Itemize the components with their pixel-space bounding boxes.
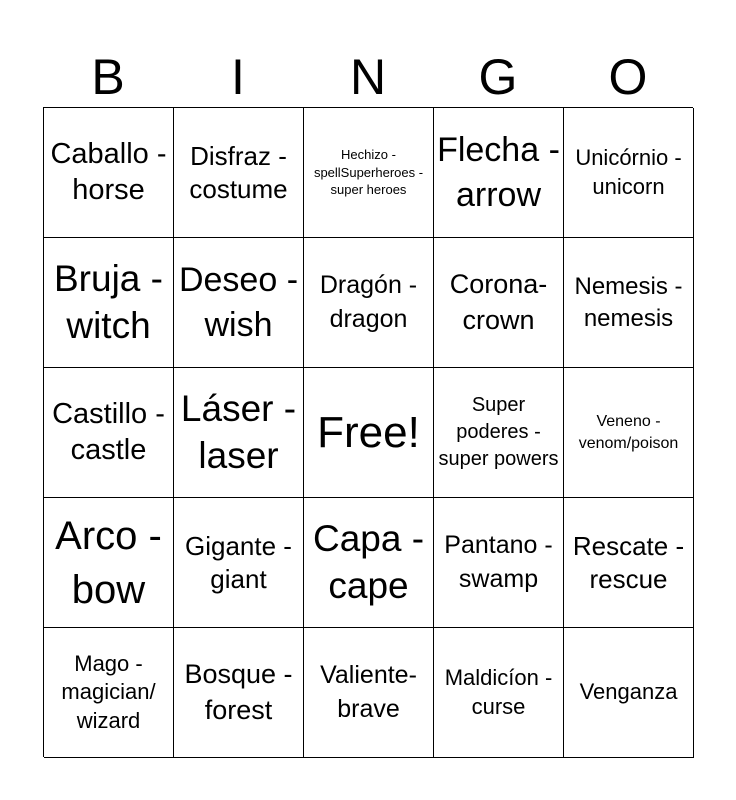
bingo-header — [43, 46, 693, 108]
bingo-cell[interactable] — [564, 628, 694, 758]
bingo-cell[interactable] — [174, 628, 304, 758]
cell-text: Castillo -castle — [52, 398, 165, 466]
bingo-cell[interactable] — [564, 498, 694, 628]
bingo-cell[interactable] — [564, 368, 694, 498]
bingo-cell[interactable] — [304, 498, 434, 628]
cell-text: Hechizo - spellSuperheroes -super heroes — [313, 147, 424, 198]
bingo-cell[interactable] — [434, 238, 564, 368]
bingo-cell[interactable] — [434, 498, 564, 628]
bingo-cell[interactable] — [174, 498, 304, 628]
cell-text: Rescate - rescue — [572, 531, 685, 594]
header-letter-n: N — [349, 49, 387, 105]
cell-text: Mago - magician/ wizard — [61, 650, 156, 733]
bingo-cell[interactable] — [564, 238, 694, 368]
bingo-cell[interactable] — [44, 498, 174, 628]
cell-text: Maldicíon - curse — [444, 664, 553, 719]
cell-text: Unicórnio - unicorn — [575, 144, 682, 199]
header-letter-o: O — [608, 49, 648, 105]
cell-text: Capa - cape — [312, 518, 425, 606]
bingo-cell[interactable] — [174, 238, 304, 368]
cell-text: Disfraz - costume — [189, 141, 288, 204]
free-space-text: Free! — [317, 407, 420, 457]
cell-text: Bruja -witch — [54, 258, 163, 346]
header-letter-g: G — [478, 49, 518, 105]
bingo-cell[interactable] — [304, 238, 434, 368]
cell-text: Super poderes - super powers — [438, 394, 559, 470]
bingo-cell[interactable] — [434, 628, 564, 758]
bingo-cell[interactable] — [174, 108, 304, 238]
header-letter-i: I — [231, 49, 245, 105]
cell-text: Flecha - arrow — [437, 130, 560, 214]
cell-text: Veneno - venom/poison — [578, 412, 679, 452]
bingo-board — [43, 107, 693, 757]
bingo-cell[interactable] — [304, 628, 434, 758]
cell-text: Deseo - wish — [178, 260, 299, 344]
bingo-cell[interactable] — [44, 238, 174, 368]
cell-text: Dragón - dragon — [319, 270, 418, 333]
cell-text: Corona-crown — [449, 269, 548, 335]
cell-text: Láser - laser — [180, 388, 297, 476]
bingo-cell[interactable] — [304, 108, 434, 238]
bingo-cell[interactable] — [434, 108, 564, 238]
cell-text: Nemesis - nemesis — [574, 272, 683, 332]
bingo-cell[interactable] — [174, 368, 304, 498]
header-letter-b: B — [91, 49, 125, 105]
cell-text: Bosque - forest — [184, 659, 293, 725]
bingo-cell[interactable] — [564, 108, 694, 238]
bingo-cell[interactable] — [44, 108, 174, 238]
bingo-cell[interactable] — [44, 368, 174, 498]
cell-text: Valiente- brave — [320, 660, 417, 723]
cell-text: Arco - bow — [55, 513, 162, 612]
cell-text: Caballo - horse — [50, 138, 167, 206]
cell-text: Venganza — [579, 679, 678, 705]
cell-text: Gigante - giant — [185, 531, 292, 594]
cell-text: Pantano - swamp — [444, 530, 553, 593]
bingo-cell[interactable] — [44, 628, 174, 758]
bingo-cell-free[interactable] — [304, 368, 434, 498]
bingo-cell[interactable] — [434, 368, 564, 498]
